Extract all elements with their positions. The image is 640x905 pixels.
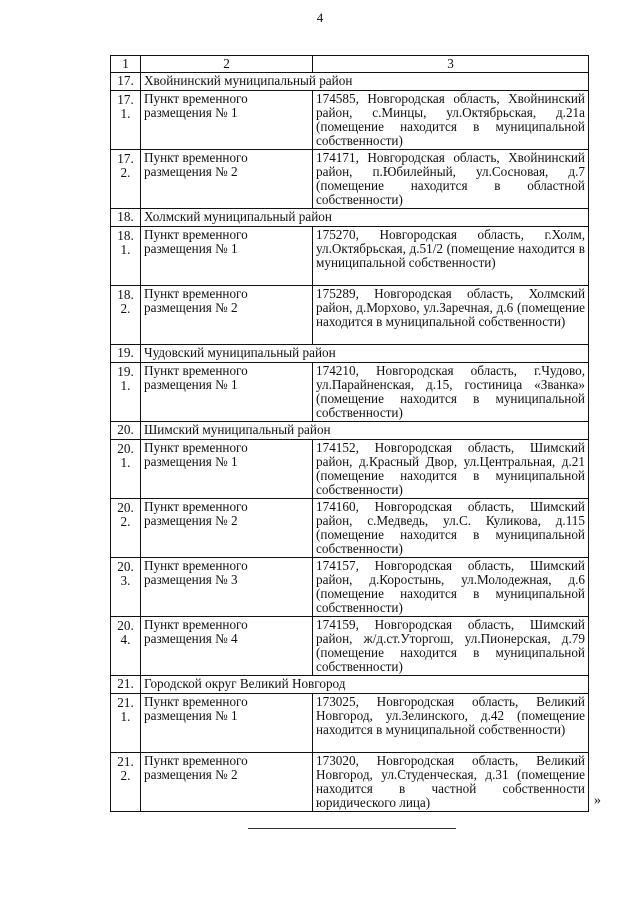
shelter-row [111,440,589,499]
shelter-address: 175270, Новгородская область, г.Холм, ул.Октябрьская, д.51/2 (помещение находится в муниципальной собственности) [313,227,589,286]
signature-line [248,828,456,829]
district-row [111,73,589,91]
shelter-address: 174159, Новгородская область, Шимский район, ж/д.ст.Уторгош, ул.Пионерская, д.79 (помещение находится в муниципальной собственности) [313,617,589,676]
shelter-address: 174585, Новгородская область, Хвойнинский район, с.Минцы, ул.Октябрьская, д.21а (помещение находится в муниципальной собственности) [313,91,589,150]
district-title: Холмский муниципальный район [141,209,589,227]
shelter-number: 20.2. [111,499,141,558]
shelter-name: Пункт временного размещения № 2 [141,753,313,812]
district-title: Шимский муниципальный район [141,422,589,440]
shelter-row [111,753,589,812]
shelter-row [111,499,589,558]
page-number: 4 [316,10,324,25]
shelter-row [111,558,589,617]
column-number-2: 2 [141,56,313,73]
shelter-registry-table [110,55,589,812]
district-number: 20. [111,422,141,440]
shelter-number: 18.2. [111,286,141,345]
district-number: 21. [111,676,141,694]
district-row [111,676,589,694]
shelter-name: Пункт временного размещения № 1 [141,91,313,150]
district-number: 18. [111,209,141,227]
shelter-address: 174210, Новгородская область, г.Чудово, ул.Парайненская, д.15, гостиница «Званка» (помещение находится в муниципальной собственности) [313,363,589,422]
district-title: Хвойнинский муниципальный район [141,73,589,91]
district-title: Чудовский муниципальный район [141,345,589,363]
shelter-address: 173020, Новгородская область, Великий Новгород, ул.Студенческая, д.31 (помещение находится в частной собственности юридического лица) [313,753,589,812]
shelter-name: Пункт временного размещения № 1 [141,694,313,753]
shelter-name: Пункт временного размещения № 2 [141,499,313,558]
column-number-row [111,56,589,73]
shelter-address: 174152, Новгородская область, Шимский район, д.Красный Двор, ул.Центральная, д.21 (помещение находится в муниципальной собственности) [313,440,589,499]
shelter-row [111,91,589,150]
shelter-name: Пункт временного размещения № 1 [141,363,313,422]
shelter-number: 20.1. [111,440,141,499]
shelter-address: 173025, Новгородская область, Великий Новгород, ул.Зелинского, д.42 (помещение находится в муниципальной собственности) [313,694,589,753]
closing-quote: » [594,793,601,808]
shelter-name: Пункт временного размещения № 2 [141,286,313,345]
district-row [111,422,589,440]
shelter-number: 20.3. [111,558,141,617]
shelter-number: 17.1. [111,91,141,150]
district-row [111,209,589,227]
shelter-name: Пункт временного размещения № 4 [141,617,313,676]
district-number: 19. [111,345,141,363]
shelter-row [111,150,589,209]
column-number-3: 3 [313,56,589,73]
shelter-row [111,227,589,286]
shelter-address: 174157, Новгородская область, Шимский район, д.Коростынь, ул.Молодежная, д.6 (помещение находится в муниципальной собственности) [313,558,589,617]
shelter-number: 20.4. [111,617,141,676]
shelter-name: Пункт временного размещения № 1 [141,227,313,286]
table-body [111,56,589,812]
shelter-name: Пункт временного размещения № 2 [141,150,313,209]
shelter-row [111,286,589,345]
shelter-row [111,694,589,753]
shelter-number: 21.2. [111,753,141,812]
shelter-name: Пункт временного размещения № 1 [141,440,313,499]
district-number: 17. [111,73,141,91]
shelter-row [111,617,589,676]
shelter-name: Пункт временного размещения № 3 [141,558,313,617]
column-number-1: 1 [111,56,141,73]
district-row [111,345,589,363]
shelter-row [111,363,589,422]
shelter-address: 175289, Новгородская область, Холмский район, д.Морхово, ул.Заречная, д.6 (помещение находится в муниципальной собственности) [313,286,589,345]
district-title: Городской округ Великий Новгород [141,676,589,694]
shelter-number: 17.2. [111,150,141,209]
shelter-number: 19.1. [111,363,141,422]
shelter-number: 18.1. [111,227,141,286]
shelter-address: 174160, Новгородская область, Шимский район, с.Медведь, ул.С. Куликова, д.115 (помещение находится в муниципальной собственности) [313,499,589,558]
shelter-address: 174171, Новгородская область, Хвойнинский район, п.Юбилейный, ул.Сосновая, д.7 (помещение находится в областной собственности) [313,150,589,209]
shelter-number: 21.1. [111,694,141,753]
